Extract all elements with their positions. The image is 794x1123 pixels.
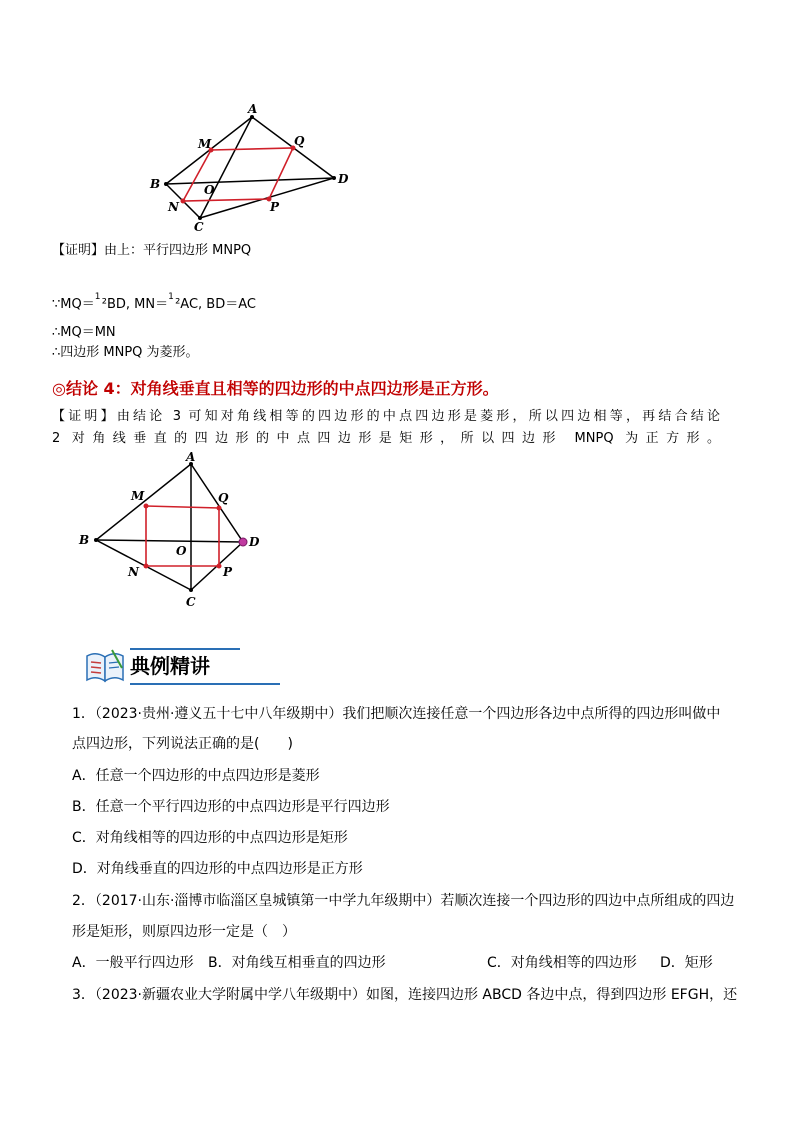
question2-option-c: C．对角线相等的四边形	[487, 955, 637, 971]
proof1-line3: ∴MQ＝MN	[52, 325, 116, 340]
question2-line1: 2．（2017·山东·淄博市临淄区皇城镇第一中学九年级期中）若顺次连接一个四边形的四边中点所组成的四边	[72, 893, 735, 909]
label-Q: Q	[294, 134, 305, 148]
header-bottom-rule	[130, 683, 280, 685]
proof1-line2-part-c: ²AC, BD＝AC	[175, 297, 256, 312]
proof1-line2-part-b: ²BD, MN＝	[101, 297, 169, 312]
question1-option-a: A．任意一个四边形的中点四边形是菱形	[72, 768, 320, 784]
conclusion4-proof-line1: 【证明】由结论 3 可知对角线相等的四边形的中点四边形是菱形，所以四边相等，再结合结论	[52, 409, 720, 424]
label-D: D	[249, 535, 260, 549]
proof1-line1: 【证明】由上：平行四边形 MNPQ	[52, 243, 252, 258]
label-M: M	[131, 489, 145, 503]
label-C: C	[186, 595, 196, 609]
question1-option-c: C．对角线相等的四边形的中点四边形是矩形	[72, 830, 348, 846]
conclusion4-title: ◎结论 4：对角线垂直且相等的四边形的中点四边形是正方形。	[52, 379, 499, 398]
question1-option-b: B．任意一个平行四边形的中点四边形是平行四边形	[72, 799, 390, 815]
label-C: C	[194, 220, 204, 234]
question2-option-d: D．矩形	[660, 955, 713, 971]
header-top-rule	[130, 648, 240, 650]
label-O: O	[176, 544, 187, 558]
label-Q: Q	[218, 491, 229, 505]
label-P: P	[223, 565, 233, 579]
section-title: 典例精讲	[130, 654, 210, 678]
question1-option-d: D．对角线垂直的四边形的中点四边形是正方形	[72, 861, 363, 877]
figure-rhombus-midpoint	[140, 95, 360, 235]
label-N: N	[128, 565, 139, 579]
proof1-line4: ∴四边形 MNPQ 为菱形。	[52, 345, 199, 360]
label-P: P	[270, 200, 280, 214]
label-M: M	[198, 137, 212, 151]
question2-line2: 形是矩形，则原四边形一定是（ ）	[72, 924, 296, 940]
label-N: N	[168, 200, 179, 214]
label-O: O	[204, 183, 215, 197]
question3-line1: 3．（2023·新疆农业大学附属中学八年级期中）如图，连接四边形 ABCD 各边中点，得到四边形 EFGH，还	[72, 987, 738, 1003]
proof1-line2-part-a: ∵MQ＝	[52, 297, 95, 312]
label-A: A	[248, 102, 258, 116]
question1-line2: 点四边形，下列说法正确的是( )	[72, 736, 293, 752]
label-B: B	[150, 177, 161, 191]
label-A: A	[186, 450, 196, 464]
question1-line1: 1．（2023·贵州·遵义五十七中八年级期中）我们把顺次连接任意一个四边形各边中点所得的四边形叫做中	[72, 706, 721, 722]
label-B: B	[79, 533, 90, 547]
book-icon	[84, 646, 128, 686]
question2-option-b: B．对角线互相垂直的四边形	[208, 955, 386, 971]
fraction-numerator-2: 1	[168, 292, 174, 302]
conclusion4-proof-line2: 2 对角线垂直的四边形的中点四边形是矩形，所以四边形 MNPQ 为正方形。	[52, 431, 720, 446]
proof1-line2	[52, 292, 256, 314]
question2-option-a: A．一般平行四边形	[72, 955, 194, 971]
section-header	[84, 646, 244, 688]
fraction-numerator-1: 1	[94, 292, 101, 302]
label-D: D	[338, 172, 349, 186]
figure-square-midpoint	[75, 448, 275, 613]
